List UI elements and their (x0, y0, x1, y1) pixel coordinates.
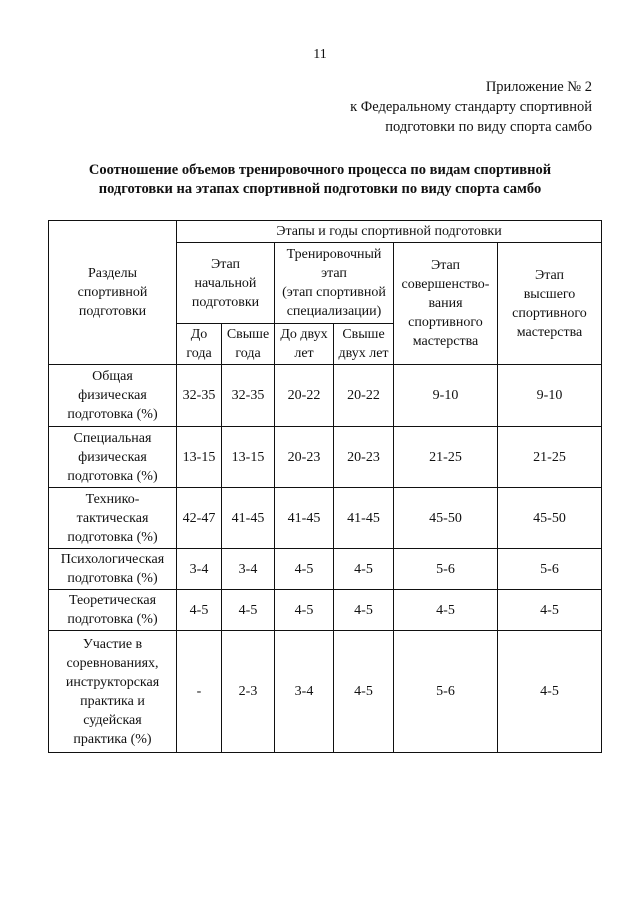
value-cell: 4-5 (275, 590, 334, 631)
table-row (49, 549, 602, 590)
stage-training-header (275, 243, 394, 324)
header-line: До (190, 327, 208, 342)
table-row (49, 488, 602, 549)
section-line: подготовка (%) (67, 612, 158, 627)
table-row (49, 631, 602, 753)
section-name-cell (49, 365, 177, 427)
table-row (49, 365, 602, 427)
value-cell: 4-5 (394, 590, 498, 631)
value-cell: 5-6 (394, 631, 498, 753)
value-cell: 4-5 (334, 590, 394, 631)
section-line: подготовка (%) (67, 407, 158, 422)
sub-header-up-to-two-years (275, 324, 334, 365)
header-line: Этап (534, 267, 565, 283)
section-line: подготовка (%) (67, 529, 158, 545)
value-cell: 20-22 (275, 365, 334, 427)
header-line: Тренировочный (286, 247, 382, 262)
value-cell: 9-10 (394, 365, 498, 427)
value-cell: 3-4 (222, 549, 275, 590)
value-cell: 4-5 (334, 549, 394, 590)
value-cell: 4-5 (498, 631, 602, 753)
value-cell: 21-25 (498, 427, 602, 488)
value-cell: 32-35 (222, 365, 275, 427)
header-line: Свыше (342, 327, 385, 342)
section-line: соревнованиях, (66, 655, 159, 671)
section-line: Специальная (73, 430, 152, 446)
appendix-line: Приложение № 2 (485, 79, 592, 95)
page-number: 11 (313, 47, 327, 62)
stages-header-cell (177, 221, 602, 243)
value-cell: 41-45 (334, 488, 394, 549)
sub-header-over-two-years (334, 324, 394, 365)
header-line: года (235, 346, 261, 361)
stage-improvement-header (394, 243, 498, 365)
header-line: Этап (210, 256, 241, 272)
header-line: До двух (280, 327, 328, 342)
value-cell: 4-5 (222, 590, 275, 631)
table-row (49, 427, 602, 488)
section-line: Общая (92, 369, 133, 384)
section-line: инструкторская (65, 674, 160, 690)
section-line: физическая (78, 388, 147, 403)
header-line: Этап (430, 258, 461, 273)
section-line: подготовка (%) (67, 571, 158, 586)
section-line: Теоретическая (68, 593, 157, 608)
section-line: физическая (78, 449, 147, 465)
header-line: начальной (194, 275, 257, 291)
section-line: подготовка (%) (67, 468, 158, 484)
value-cell: 5-6 (498, 549, 602, 590)
section-name-cell (49, 549, 177, 590)
header-line: двух лет (338, 346, 389, 361)
value-cell: 20-23 (275, 427, 334, 488)
table-row (49, 590, 602, 631)
stage-highest-header (498, 243, 602, 365)
appendix-line: к Федеральному стандарту спортивной (350, 99, 592, 115)
header-line: года (186, 346, 212, 361)
sub-header-up-to-year (177, 324, 222, 365)
section-line: практика и (80, 693, 145, 709)
value-cell: 5-6 (394, 549, 498, 590)
header-line: высшего (523, 286, 576, 302)
value-cell: 41-45 (222, 488, 275, 549)
header-line: этап (321, 266, 347, 281)
section-line: тактическая (76, 510, 149, 526)
header-line: спортивного (512, 305, 587, 321)
sections-header-cell (49, 221, 177, 365)
section-name-cell (49, 590, 177, 631)
value-cell: 41-45 (275, 488, 334, 549)
value-cell: 4-5 (275, 549, 334, 590)
section-line: Участие в (82, 636, 143, 652)
value-cell: - (177, 631, 222, 753)
section-line: судейская (83, 712, 142, 728)
value-cell: 20-22 (334, 365, 394, 427)
value-cell: 42-47 (177, 488, 222, 549)
title-line: Соотношение объемов тренировочного процесса по видам спортивной (88, 162, 552, 178)
value-cell: 32-35 (177, 365, 222, 427)
value-cell: 45-50 (394, 488, 498, 549)
value-cell: 13-15 (222, 427, 275, 488)
header-line: Свыше (226, 327, 270, 342)
value-cell: 45-50 (498, 488, 602, 549)
header-line: Разделы (87, 266, 137, 281)
header-line: подготовки (191, 294, 260, 310)
value-cell: 13-15 (177, 427, 222, 488)
section-name-cell (49, 427, 177, 488)
value-cell: 4-5 (334, 631, 394, 753)
value-cell: 3-4 (177, 549, 222, 590)
stages-header: Этапы и годы спортивной подготовки (276, 224, 502, 239)
stage-initial-header (177, 243, 275, 324)
training-ratio-table (48, 220, 602, 753)
header-line: вания (428, 296, 463, 311)
header-line: спортивного (408, 315, 483, 330)
value-cell: 4-5 (177, 590, 222, 631)
document-title (40, 161, 600, 199)
header-line: спортивной (77, 285, 148, 300)
value-cell: 21-25 (394, 427, 498, 488)
section-name-cell (49, 488, 177, 549)
header-line: мастерства (516, 324, 583, 340)
title-line: подготовки на этапах спортивной подготовки по виду спорта самбо (98, 181, 542, 197)
header-line: мастерства (412, 334, 479, 349)
header-line: лет (294, 346, 314, 361)
value-cell: 2-3 (222, 631, 275, 753)
appendix-header (350, 77, 592, 137)
header-line: совершенство- (401, 277, 490, 292)
section-line: практика (%) (73, 731, 152, 747)
header-line: подготовки (78, 304, 147, 319)
section-line: Технико- (85, 491, 140, 507)
section-name-cell (49, 631, 177, 753)
header-line: (этап спортивной (282, 285, 386, 300)
sub-header-over-year (222, 324, 275, 365)
value-cell: 4-5 (498, 590, 602, 631)
value-cell: 9-10 (498, 365, 602, 427)
header-line: специализации) (286, 304, 382, 319)
value-cell: 3-4 (275, 631, 334, 753)
section-line: Психологическая (60, 552, 165, 567)
value-cell: 20-23 (334, 427, 394, 488)
appendix-line: подготовки по виду спорта самбо (385, 119, 592, 135)
